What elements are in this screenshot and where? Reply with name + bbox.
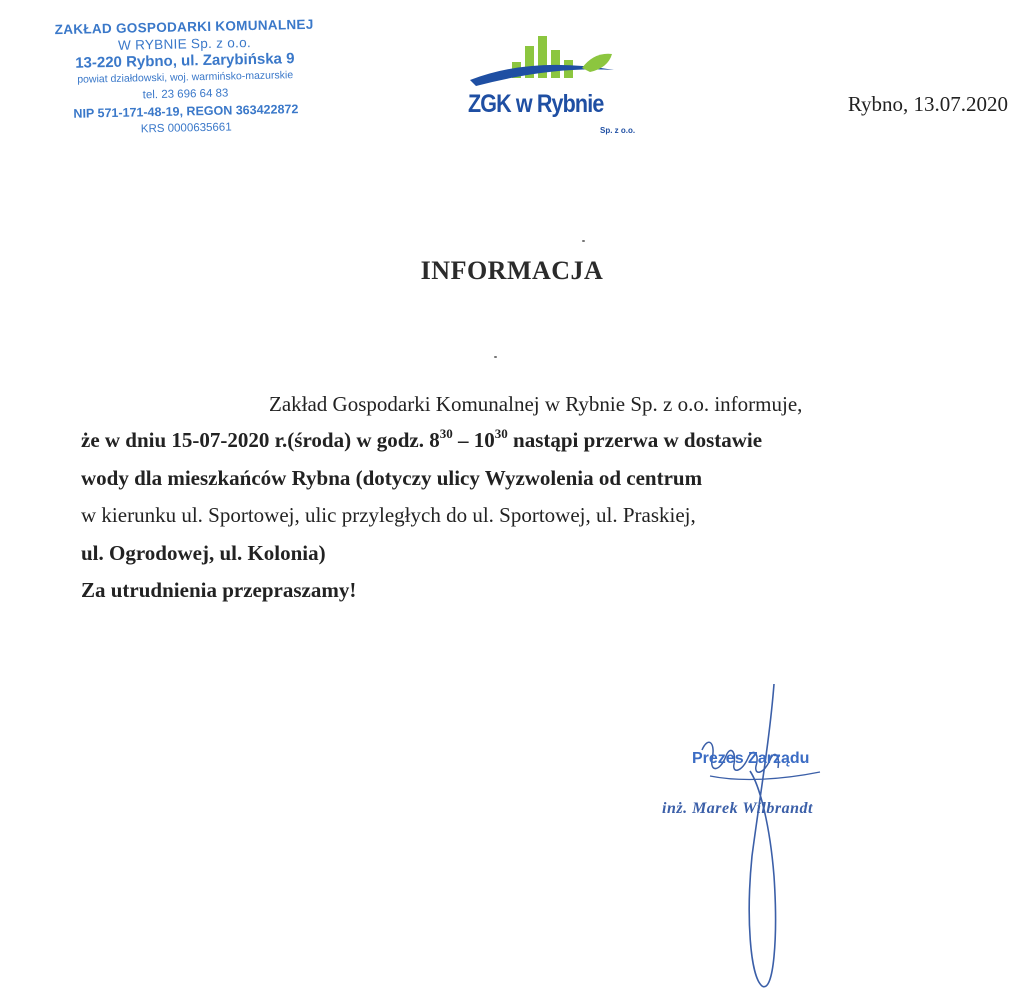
stamp-line: tel. 23 696 64 83 (142, 87, 229, 102)
stamp-line: ZAKŁAD GOSPODARKI KOMUNALNEJ (54, 16, 314, 38)
stamp-line: powiat działdowski, woj. warmińsko-mazurskie (77, 69, 294, 86)
company-logo (462, 28, 637, 138)
body-line: Zakład Gospodarki Komunalnej w Rybnie Sp. z o.o. informuje, (269, 392, 803, 416)
time-superscript: 30 (439, 426, 453, 441)
scan-speck (582, 240, 585, 242)
body-line: wody dla mieszkańców Rybna (dotyczy ulicy Wyzwolenia od centrum (81, 466, 703, 490)
body-line-date (81, 425, 762, 455)
stamp-line: 13-220 Rybno, ul. Zarybińska 9 (75, 50, 295, 72)
body-text: nastąpi przerwa w dostawie (507, 428, 763, 452)
logo-subtitle: Sp. z o.o. (600, 126, 636, 135)
signatory-title: Prezes Zarządu (692, 750, 810, 767)
body-text: – 10 (452, 428, 495, 452)
body-line: w kierunku ul. Sportowej, ulic przyległych do ul. Sportowej, ul. Praskiej, (81, 503, 696, 527)
body-text: że w dniu 15-07-2020 r.(środa) w godz. 8 (81, 428, 440, 452)
stamp-line: KRS 0000635661 (140, 121, 232, 136)
body-line: ul. Ogrodowej, ul. Kolonia) (81, 541, 326, 565)
document-title: INFORMACJA (420, 256, 604, 285)
time-superscript: 30 (494, 426, 508, 441)
scan-speck (494, 356, 497, 358)
handwritten-signature (690, 676, 890, 996)
stamp-line: NIP 571-171-48-19, REGON 363422872 (73, 102, 299, 121)
place-date: Rybno, 13.07.2020 (847, 92, 1008, 116)
company-stamp (14, 15, 356, 141)
stamp-line: W RYBNIE Sp. z o.o. (117, 35, 252, 53)
logo-name: ZGK w Rybnie (468, 90, 604, 118)
signatory-name: inż. Marek Wilbrandt (662, 800, 813, 817)
closing-line: Za utrudnienia przepraszamy! (81, 578, 357, 602)
